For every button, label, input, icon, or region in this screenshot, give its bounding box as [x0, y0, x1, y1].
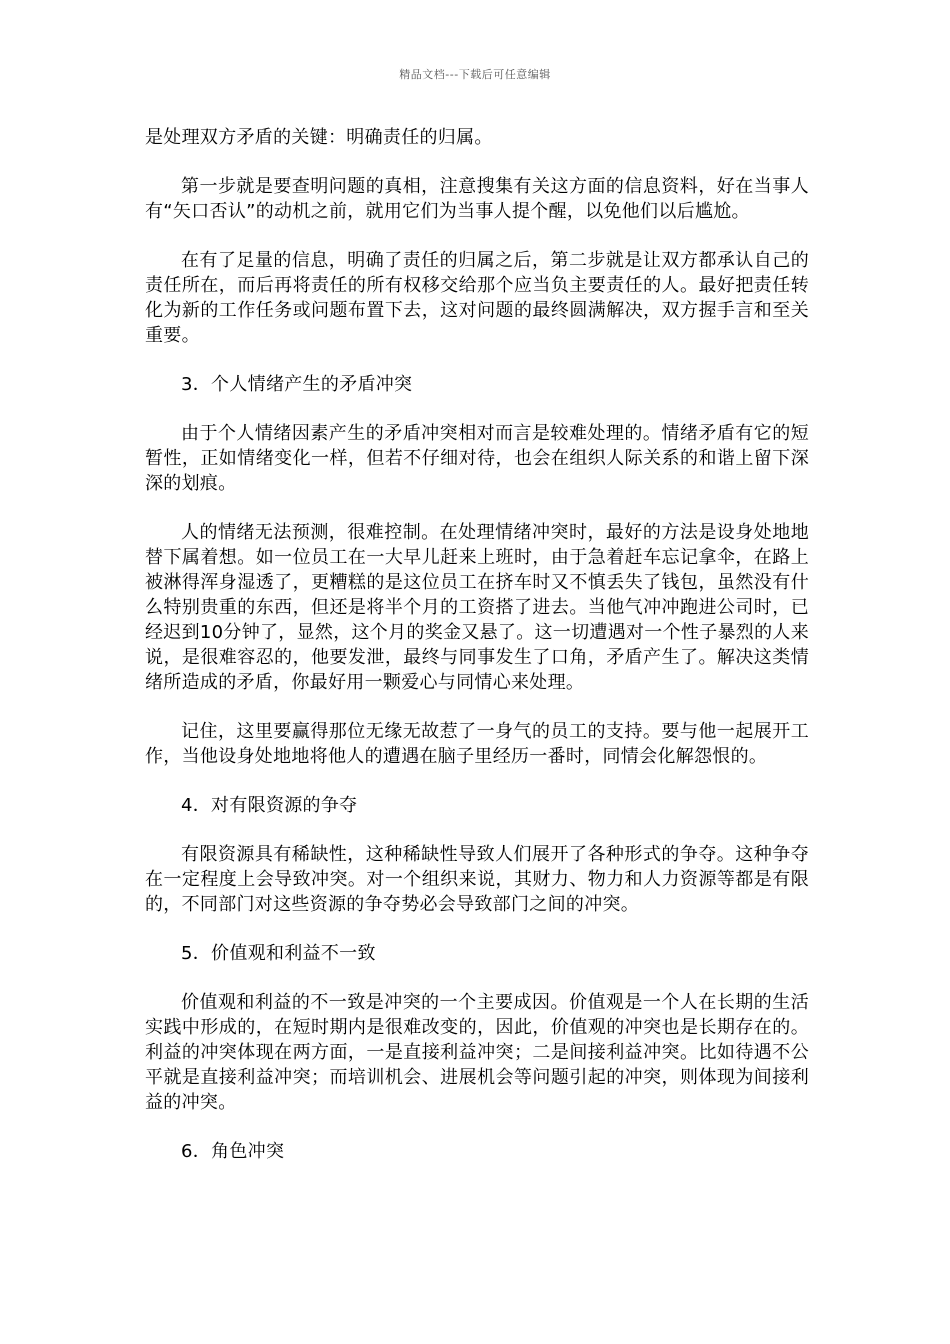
page-header: 精品文档---下载后可任意编辑 — [399, 68, 551, 81]
paragraph: 由于个人情绪因素产生的矛盾冲突相对而言是较难处理的。情绪矛盾有它的短暂性，正如情绪变化一样，但若不仔细对待，也会在组织人际关系的和谐上留下深深的划痕。 — [145, 423, 809, 494]
section-heading: 6．角色冲突 — [181, 1141, 285, 1162]
paragraph: 第一步就是要查明问题的真相，注意搜集有关这方面的信息资料，好在当事人有“矢口否认”的动机之前，就用它们为当事人提个醒，以免他们以后尴尬。 — [145, 176, 809, 222]
section-heading: 3．个人情绪产生的矛盾冲突 — [181, 374, 413, 395]
paragraph: 人的情绪无法预测，很难控制。在处理情绪冲突时，最好的方法是设身处地地替下属着想。如一位员工在一大早儿赶来上班时，由于急着赶车忘记拿伞，在路上被淋得浑身湿透了，更糟糕的是这位员工在挤车时又不慎丢失了钱包，虽然没有什么特别贵重的东西，但还是将半个月的工资搭了进去。当他气冲冲跑进公司时，已经迟到10分钟了，显然，这个月的奖金又悬了。这一切遭遇对一个性子暴烈的人来说，是很难容忍的，他要发泄，最终与同事发生了口角，矛盾产生了。解决这类情绪所造成的矛盾，你最好用一颗爱心与同情心来处理。 — [145, 522, 810, 693]
document-body — [145, 125, 809, 1188]
paragraph: 有限资源具有稀缺性，这种稀缺性导致人们展开了各种形式的争夺。这种争夺在一定程度上会导致冲突。对一个组织来说，其财力、物力和人力资源等都是有限的，不同部门对这些资源的争夺势必会导致部门之间的冲突。 — [145, 844, 809, 915]
paragraph: 价值观和利益的不一致是冲突的一个主要成因。价值观是一个人在长期的生活实践中形成的，在短时期内是很难改变的，因此，价值观的冲突也是长期存在的。利益的冲突体现在两方面，一是直接利益冲突；二是间接利益冲突。比如待遇不公平就是直接利益冲突；而培训机会、进展机会等问题引起的冲突，则体现为间接利益的冲突。 — [145, 992, 809, 1113]
paragraph: 在有了足量的信息，明确了责任的归属之后，第二步就是让双方都承认自己的责任所在，而后再将责任的所有权移交给那个应当负主要责任的人。最好把责任转化为新的工作任务或问题布置下去，这对问题的最终圆满解决，双方握手言和至关重要。 — [145, 250, 809, 346]
section-heading: 4．对有限资源的争夺 — [181, 795, 358, 816]
paragraph-continuation: 是处理双方矛盾的关键：明确责任的归属。 — [145, 127, 493, 148]
paragraph: 记住，这里要赢得那位无缘无故惹了一身气的员工的支持。要与他一起展开工作，当他设身处地地将他人的遭遇在脑子里经历一番时，同情会化解怨恨的。 — [145, 721, 809, 767]
section-heading: 5．价值观和利益不一致 — [181, 943, 376, 964]
